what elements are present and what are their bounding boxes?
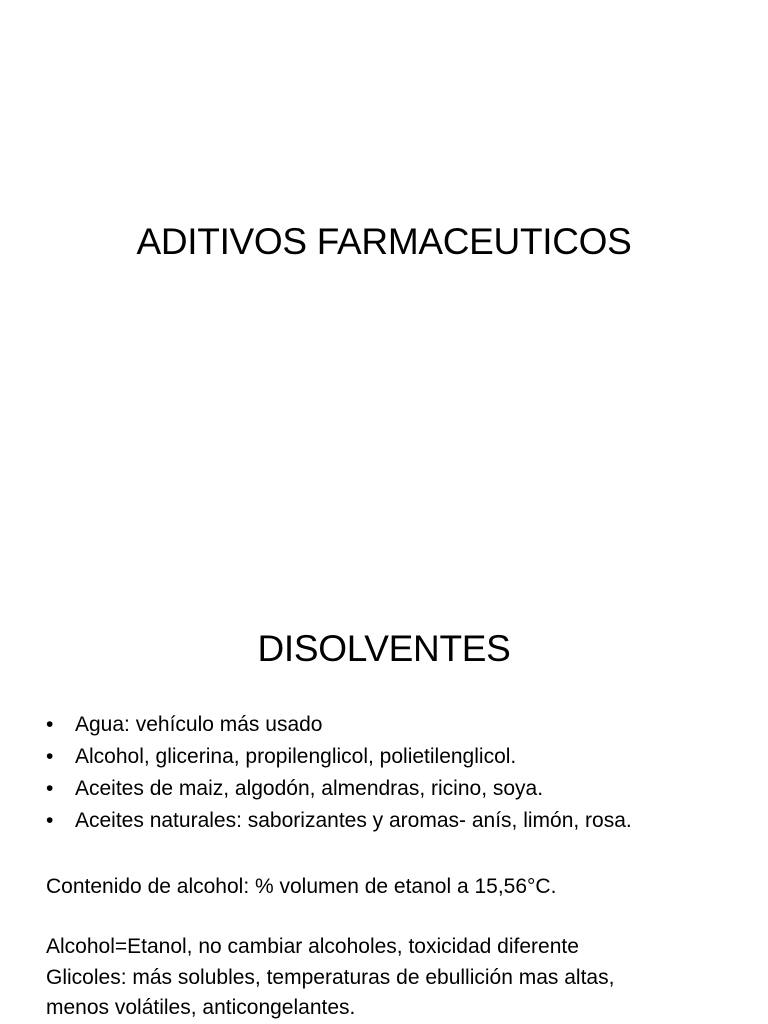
bullet-icon: • (46, 777, 54, 800)
list-item-text: Agua: vehículo más usado (75, 713, 323, 736)
bullet-icon: • (46, 713, 54, 736)
list-item-text: Alcohol, glicerina, propilenglicol, polietilenglicol. (75, 745, 517, 768)
list-item-text: Aceites de maiz, algodón, almendras, ricino, soya. (75, 777, 544, 800)
presentation-title: ADITIVOS FARMACEUTICOS (136, 221, 632, 262)
bullet-icon: • (46, 745, 54, 768)
section-title: DISOLVENTES (257, 628, 511, 669)
glycols-paragraph-line: Glicoles: más solubles, temperaturas de ebullición mas altas, (46, 966, 615, 989)
glycols-paragraph-line: menos volátiles, anticongelantes. (46, 996, 356, 1019)
list-item-text: Aceites naturales: saborizantes y aromas- anís, limón, rosa. (75, 809, 632, 832)
list-item (46, 741, 632, 773)
bullet-icon: • (46, 809, 54, 832)
alcohol-ethanol-paragraph: Alcohol=Etanol, no cambiar alcoholes, toxicidad diferente (46, 935, 579, 958)
alcohol-content-paragraph: Contenido de alcohol: % volumen de etanol a 15,56°C. (46, 875, 557, 898)
content-slide (0, 580, 768, 1024)
list-item (46, 805, 632, 837)
list-item (46, 709, 632, 741)
solvent-bullet-list (46, 709, 632, 837)
glycols-paragraph (46, 963, 614, 1023)
list-item (46, 773, 632, 805)
